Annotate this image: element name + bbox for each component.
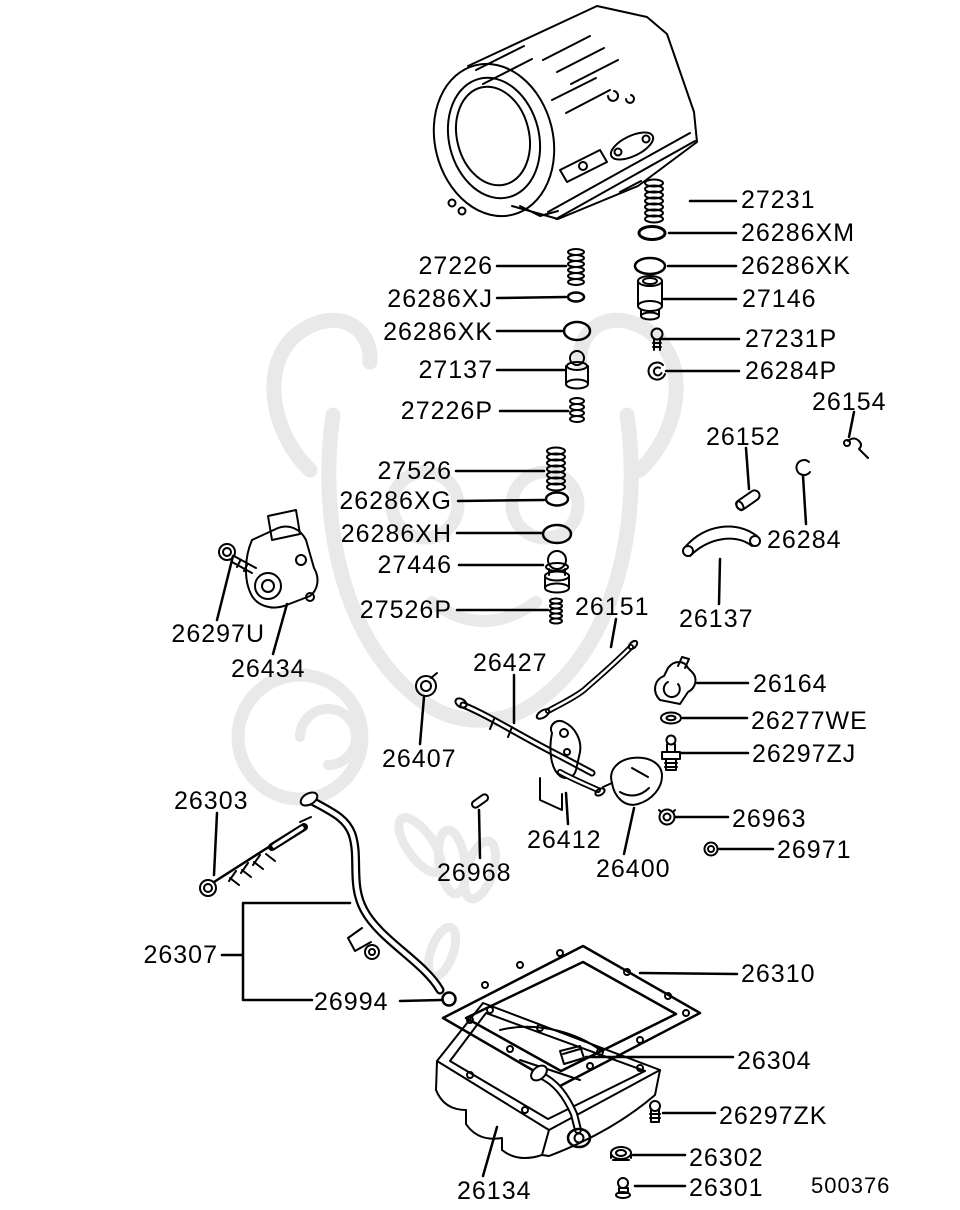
- part-label-26994: 26994: [314, 988, 389, 1016]
- part-label-26963: 26963: [732, 805, 807, 833]
- part-label-27226p: 27226P: [400, 397, 493, 425]
- spring-27226-drawing: [568, 249, 584, 285]
- part-label-26286xm: 26286XM: [741, 219, 856, 247]
- part-label-26303: 26303: [174, 787, 249, 815]
- hook-26154-drawing: [844, 439, 868, 459]
- pin-26968-drawing: [471, 793, 490, 809]
- part-label-26134: 26134: [457, 1177, 532, 1205]
- drain-plug-26302-drawing: [611, 1147, 631, 1160]
- oil-pan-26134-drawing: [436, 1003, 660, 1158]
- spring-27231-drawing: [645, 180, 663, 223]
- part-label-26286xk-left: 26286XK: [383, 318, 493, 346]
- part-label-27137: 27137: [418, 356, 493, 384]
- part-label-26284: 26284: [767, 526, 842, 554]
- part-label-26968: 26968: [437, 859, 512, 887]
- part-label-26286xg: 26286XG: [339, 487, 452, 515]
- grommet-26407-drawing: [416, 673, 437, 696]
- part-label-26971: 26971: [777, 836, 852, 864]
- spring-27526p-drawing: [550, 599, 562, 624]
- part-label-26407: 26407: [382, 745, 457, 773]
- part-label-26154: 26154: [812, 388, 887, 416]
- nut-26963-drawing: [659, 810, 675, 825]
- snap-ring-26284-drawing: [796, 460, 810, 475]
- part-label-26284p: 26284P: [745, 357, 838, 385]
- part-label-26412: 26412: [527, 826, 602, 854]
- part-label-26286xk-right: 26286XK: [741, 252, 851, 280]
- part-label-27146: 27146: [742, 285, 817, 313]
- part-label-26304: 26304: [737, 1047, 812, 1075]
- part-label-26164: 26164: [753, 670, 828, 698]
- valve-27446-drawing: [545, 551, 569, 593]
- bracket-26137-drawing: [683, 527, 760, 556]
- pin-26152-drawing: [734, 488, 761, 511]
- part-label-27526p: 27526P: [359, 596, 452, 624]
- pan-gasket-26310-drawing: [443, 946, 700, 1086]
- part-label-26137: 26137: [679, 605, 754, 633]
- spring-27226p-drawing: [570, 398, 584, 422]
- switch-26434-drawing: [246, 510, 318, 608]
- part-label-26427: 26427: [473, 649, 548, 677]
- clamp-26164-drawing: [655, 657, 695, 704]
- part-label-26152: 26152: [706, 423, 781, 451]
- part-label-26286xj: 26286XJ: [387, 285, 493, 313]
- o-ring-26286xm-drawing: [639, 227, 665, 240]
- o-ring-26994-drawing: [443, 993, 456, 1006]
- o-ring-26286xk-right-drawing: [635, 258, 665, 274]
- bolt-26297zk-drawing: [650, 1101, 660, 1122]
- part-label-26297zj: 26297ZJ: [752, 740, 857, 768]
- washer-26277we-drawing: [661, 713, 681, 724]
- part-label-26297u: 26297U: [171, 620, 265, 648]
- part-label-26301: 26301: [689, 1174, 764, 1202]
- cam-plate-26400-drawing: [603, 758, 662, 805]
- snap-ring-26284p-drawing: [649, 363, 665, 380]
- valve-27146-drawing: [638, 276, 662, 320]
- part-label-26434: 26434: [231, 655, 306, 683]
- transmission-case-drawing: [418, 6, 697, 229]
- bolt-26297u-drawing: [219, 544, 256, 573]
- part-label-26286xh: 26286XH: [340, 520, 452, 548]
- part-label-27446: 27446: [377, 551, 452, 579]
- part-label-27226: 27226: [418, 252, 493, 280]
- bolt-26297zj-drawing: [662, 736, 680, 771]
- part-label-26297zk: 26297ZK: [719, 1102, 828, 1130]
- part-label-26151: 26151: [575, 593, 650, 621]
- gasket-26301-drawing: [616, 1178, 630, 1198]
- part-label-27231: 27231: [741, 186, 816, 214]
- part-label-27231p: 27231P: [745, 325, 838, 353]
- part-label-26302: 26302: [689, 1144, 764, 1172]
- part-label-26277we: 26277WE: [751, 707, 868, 735]
- nut-26971-drawing: [705, 843, 718, 856]
- o-ring-26286xg-drawing: [546, 493, 568, 506]
- part-label-26400: 26400: [596, 855, 671, 883]
- part-label-26307: 26307: [143, 941, 218, 969]
- o-ring-26286xj-drawing: [568, 293, 584, 302]
- part-label-27526: 27526: [377, 457, 452, 485]
- part-label-26310: 26310: [741, 960, 816, 988]
- diagram-code-label: 500376: [811, 1173, 891, 1198]
